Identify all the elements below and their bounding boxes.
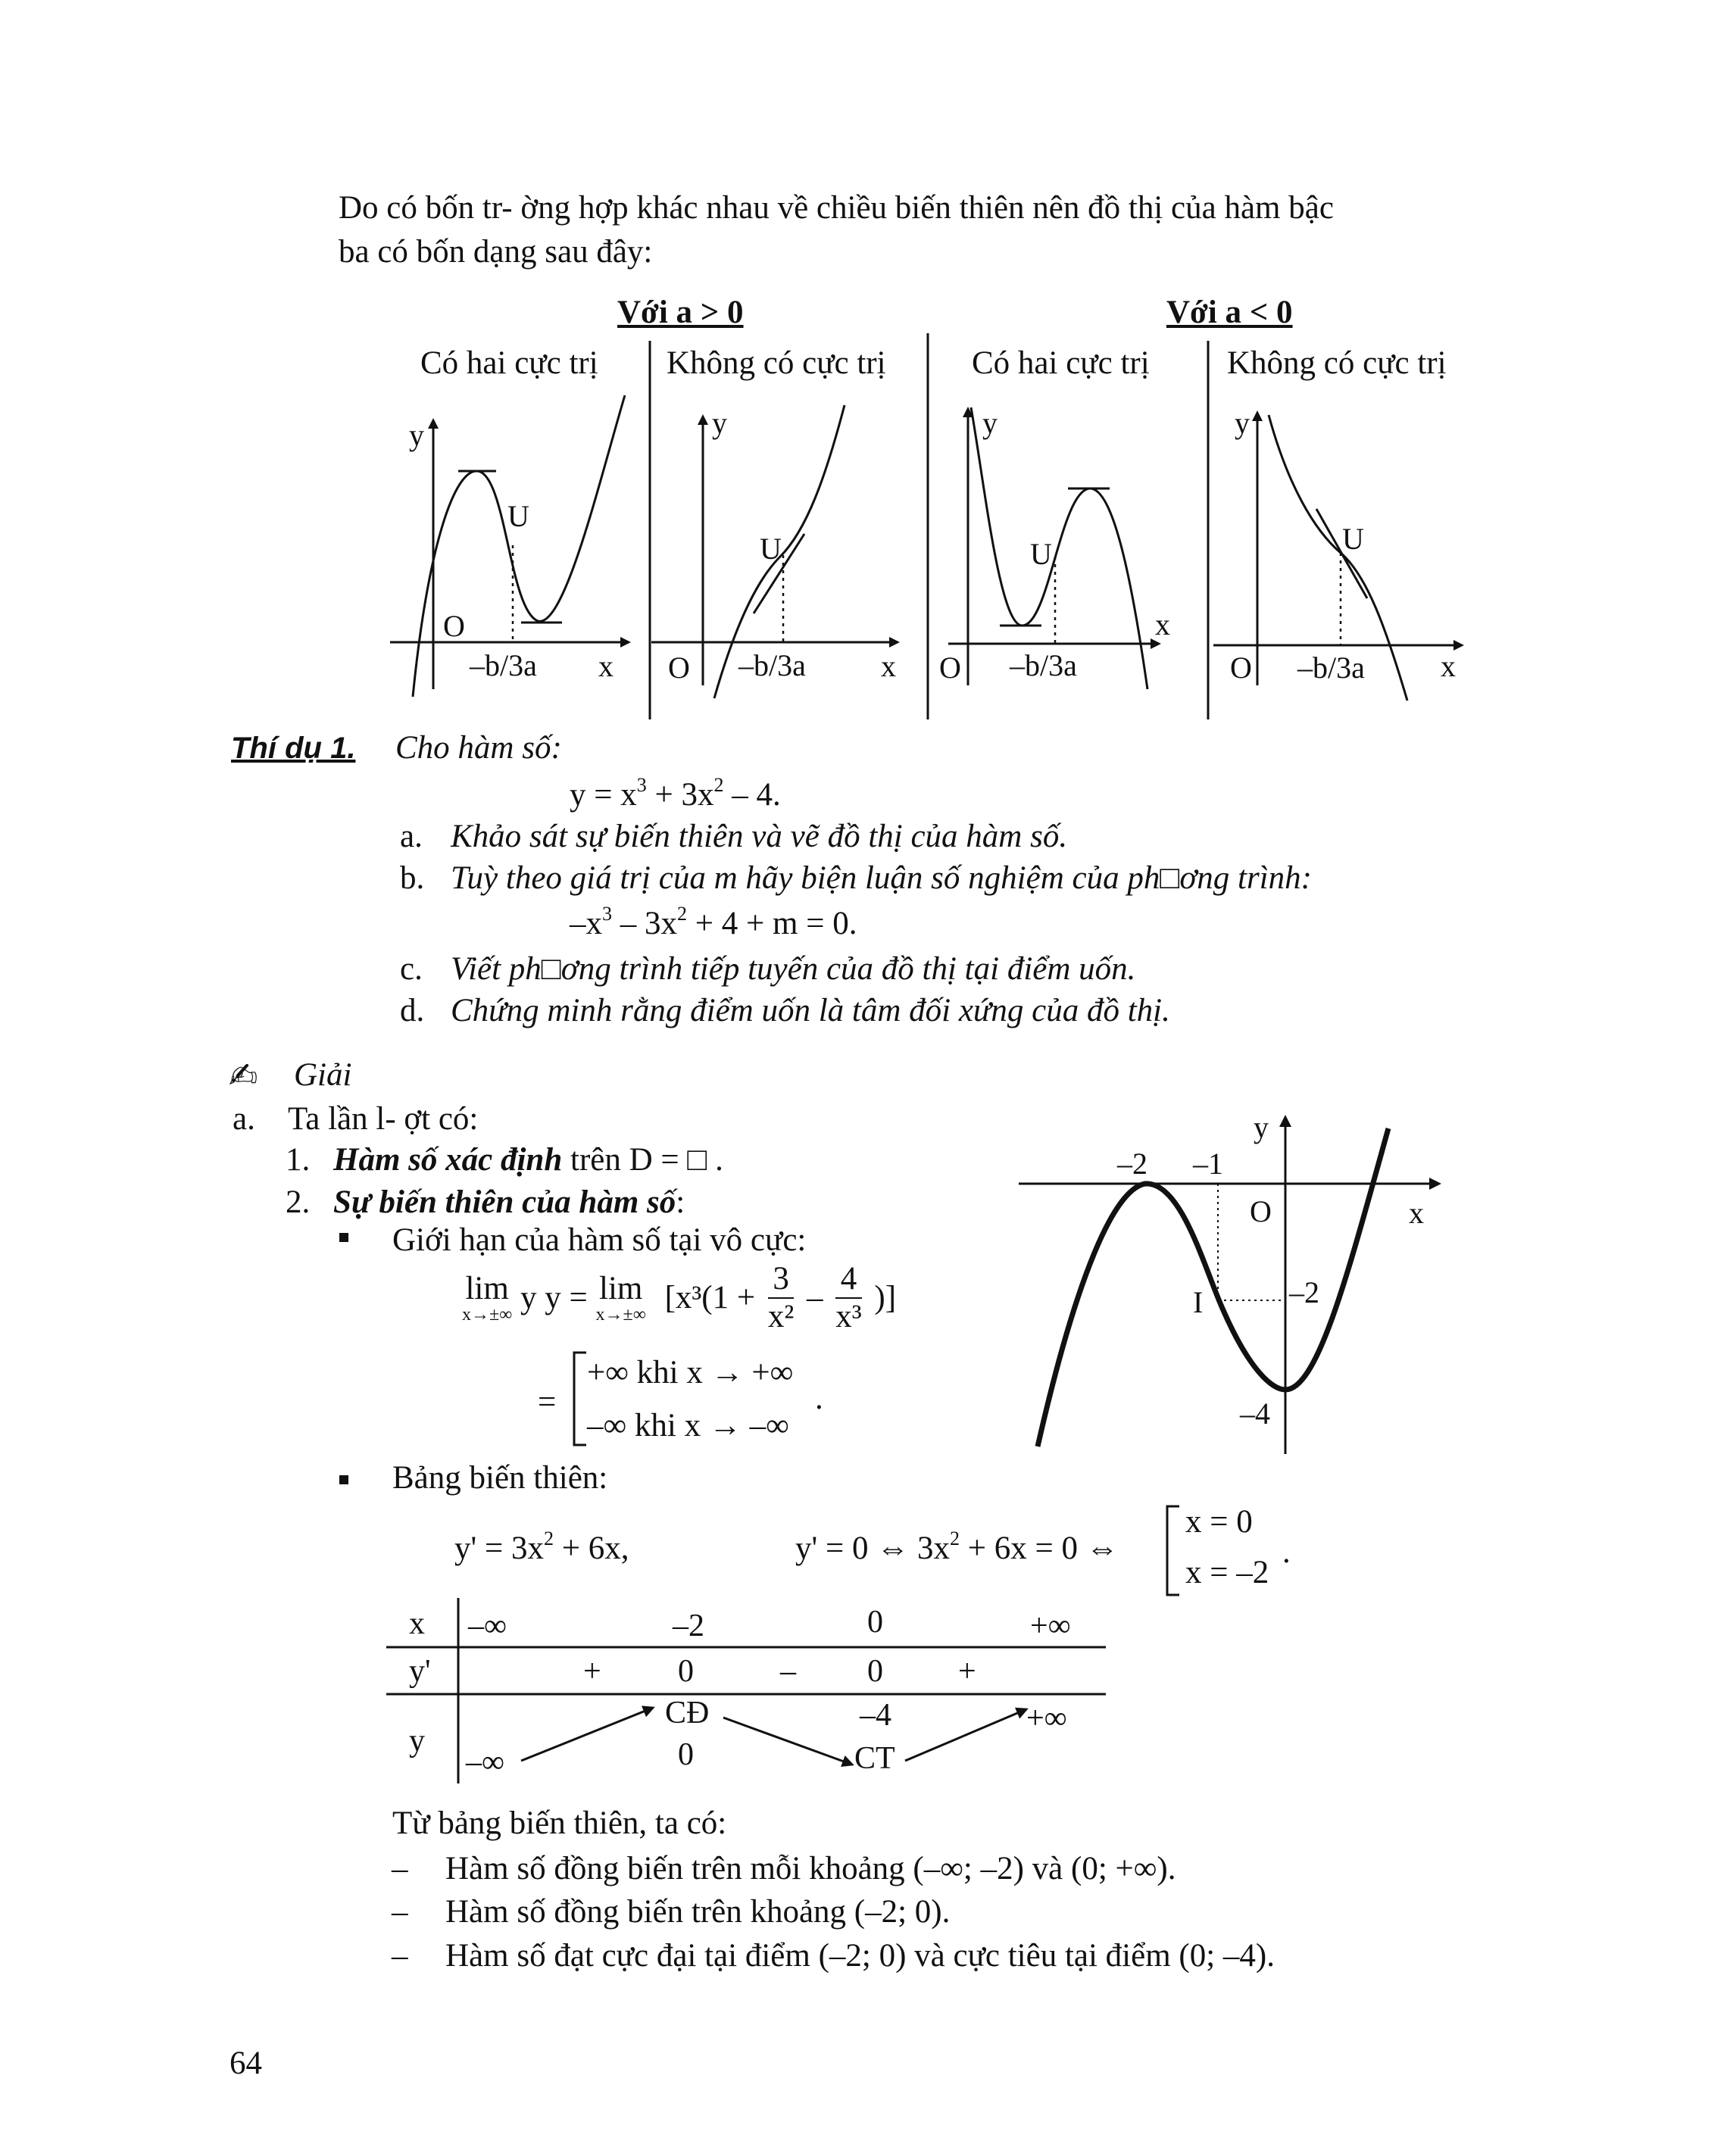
item-b-text: Tuỳ theo giá trị của m hãy biện luận số nghiệm của ph□ơng trình:	[451, 860, 1312, 896]
limit-case-1: +∞ khi x → +∞	[587, 1355, 794, 1390]
step-1-rest: trên D = □ .	[570, 1142, 723, 1178]
solution-x-label: x	[1409, 1196, 1424, 1230]
panel-1-inflection-label: U	[507, 499, 529, 533]
solution-a-letter: a.	[233, 1101, 255, 1137]
item-a-text: Khảo sát sự biến thiên và vẽ đồ thị của hàm số.	[451, 819, 1068, 854]
panel-4-x-label: x	[1441, 649, 1456, 683]
solution-bracket	[1163, 1503, 1185, 1598]
panel-1-tick-label: –b/3a	[470, 648, 537, 682]
table-row-y: y	[409, 1724, 425, 1758]
panel-3-curve	[971, 407, 1147, 689]
step-2-rest: :	[676, 1184, 685, 1220]
panel-3-tick-label: –b/3a	[1010, 648, 1077, 682]
example-label: Thí dụ 1.	[231, 732, 356, 765]
limit-period: .	[815, 1381, 823, 1416]
solution-inflection-label: I	[1193, 1285, 1204, 1319]
panel-4-inflection-label: U	[1342, 522, 1364, 556]
yp-zero-1: 0	[678, 1654, 694, 1689]
solution-tick-neg2: –2	[1117, 1147, 1147, 1181]
panel-2-inflection-label: U	[760, 532, 782, 566]
yp-sign-3: +	[958, 1654, 976, 1689]
panel-3-y-label: y	[982, 406, 998, 440]
bullet-square-2	[339, 1475, 348, 1484]
step-1-bold: Hàm số xác định	[333, 1142, 563, 1178]
y-cd-label: CĐ	[665, 1696, 710, 1730]
solution-tick-y-neg4: –4	[1240, 1396, 1270, 1431]
example-function: $y = x^3 + 3x^2 - 4$.	[570, 774, 781, 813]
bullet-1-text: Giới hạn của hàm số tại vô cực:	[392, 1222, 807, 1258]
pen-icon: ✍	[229, 1055, 258, 1096]
panel-2-y-label: y	[712, 406, 727, 440]
solution-tick-neg1: –1	[1193, 1147, 1223, 1181]
solution-tick-y-neg2: –2	[1289, 1275, 1319, 1309]
arrow-increase-2	[905, 1709, 1026, 1761]
yp-zero-2: 0	[867, 1654, 883, 1689]
panel-1-y-label: y	[409, 418, 424, 452]
dash-2: –	[392, 1894, 408, 1930]
root-1: x = 0	[1185, 1504, 1253, 1540]
x-val-neg2: –2	[673, 1609, 704, 1643]
item-c-text: Viết ph□ơng trình tiếp tuyến của đồ thị tại điểm uốn.	[451, 951, 1136, 987]
table-row-yprime: y'	[409, 1654, 431, 1689]
item-c-letter: c.	[400, 951, 423, 987]
example-intro: Cho hàm số:	[395, 730, 562, 766]
group-heading-a-negative: Với a < 0	[1166, 295, 1293, 330]
step-2-bold: Sự biến thiên của hàm số	[333, 1184, 676, 1220]
conclusion-1: Hàm số đồng biến trên mỗi khoảng (–∞; –2) và (0; +∞).	[445, 1851, 1176, 1886]
panel-1-origin: O	[443, 609, 465, 643]
x-val-0: 0	[867, 1605, 883, 1640]
step-1-number: 1.	[286, 1142, 311, 1178]
item-b-equation: $-x^3 - 3x^2 + 4 + m = 0$.	[570, 903, 857, 941]
y-val-neg-inf: –∞	[466, 1745, 504, 1780]
conclusion-3: Hàm số đạt cực đại tại điểm (–2; 0) và cực tiêu tại điểm (0; –4).	[445, 1938, 1275, 1974]
page-number: 64	[229, 2046, 262, 2081]
derivative: $y' = 3x^2 + 6x$,	[454, 1528, 629, 1566]
lim-operator-1: lim x→±∞	[462, 1271, 513, 1325]
step-2-number: 2.	[286, 1184, 311, 1220]
dash-1: –	[392, 1851, 408, 1886]
panel-2-tick-label: –b/3a	[738, 648, 806, 682]
x-val-pos-inf: +∞	[1030, 1609, 1071, 1643]
panel-4-title: Không có cực trị	[1227, 345, 1447, 381]
solution-y-label: y	[1254, 1110, 1269, 1144]
intro-line-2: ba có bốn dạng sau đây:	[339, 234, 653, 270]
panel-3-inflection-label: U	[1030, 537, 1052, 571]
yp-sign-2: –	[780, 1654, 796, 1689]
dash-3: –	[392, 1938, 408, 1974]
bullet-square	[339, 1233, 348, 1242]
limit-case-2: –∞ khi x → –∞	[587, 1408, 789, 1443]
arrow-increase-1	[521, 1708, 653, 1761]
solution-graph	[1007, 1106, 1454, 1462]
panel-1-x-label: x	[598, 649, 614, 683]
panel-3-origin: O	[939, 651, 961, 685]
panel-2-x-label: x	[881, 649, 896, 683]
item-a-letter: a.	[400, 819, 423, 854]
conclusion-intro: Từ bảng biến thiên, ta có:	[392, 1805, 727, 1841]
solution-label: Giải	[294, 1057, 352, 1093]
panel-1-title: Có hai cực trị	[420, 345, 598, 381]
y-ct-value: –4	[860, 1698, 891, 1733]
item-d-text: Chứng minh rằng điểm uốn là tâm đối xứng của đồ thị.	[451, 993, 1170, 1028]
root-period: .	[1282, 1534, 1291, 1570]
group-heading-a-positive: Với a > 0	[617, 295, 744, 330]
panel-3-title: Có hai cực trị	[972, 345, 1150, 381]
lim-operator-2: lim x→±∞	[595, 1271, 646, 1325]
arrow-decrease	[723, 1718, 852, 1765]
limit-expression: lim x→±∞ y y = lim x→±∞ [x³(1 + $\frac{3}{\text{x²}}$ – $\frac{4}{\text{x³}}$ )]	[462, 1261, 897, 1334]
panel-4-y-label: y	[1235, 406, 1250, 440]
panel-4-origin: O	[1230, 651, 1252, 685]
panel-4-tick-label: –b/3a	[1297, 651, 1365, 685]
root-2: x = –2	[1185, 1555, 1269, 1590]
y-val-pos-inf: +∞	[1026, 1701, 1067, 1736]
item-d-letter: d.	[400, 993, 425, 1028]
table-row-x: x	[409, 1606, 425, 1641]
bullet-2-text: Bảng biến thiên:	[392, 1460, 608, 1496]
solution-origin: O	[1250, 1194, 1272, 1228]
fraction-4-over-x3: $\frac{4}{\text{x³}}$	[835, 1261, 862, 1334]
y-cd-value: 0	[678, 1737, 694, 1772]
yp-sign-1: +	[583, 1654, 601, 1689]
intro-line-1: Do có bốn tr- ờng hợp khác nhau về chiều biến thiên nên đồ thị của hàm bậc	[339, 190, 1334, 226]
solution-a-text: Ta lần l- ợt có:	[288, 1101, 479, 1137]
limit-equals: =	[538, 1384, 557, 1420]
item-b-letter: b.	[400, 860, 425, 896]
variation-table	[379, 1594, 1121, 1791]
panel-2-title: Không có cực trị	[667, 345, 886, 381]
fraction-3-over-x2: $\frac{3}{\text{x²}}$	[767, 1261, 795, 1334]
panel-3-x-label: x	[1155, 607, 1170, 641]
cubic-shapes-figure	[379, 333, 1485, 735]
step-1	[286, 1137, 723, 1183]
y-ct-label: CT	[854, 1741, 895, 1776]
derivative-equation: y' = 0 ⇔ $3x^2 + 6x = 0$ ⇔	[795, 1528, 1119, 1566]
x-val-neg-inf: –∞	[468, 1609, 507, 1643]
conclusion-2: Hàm số đồng biến trên khoảng (–2; 0).	[445, 1894, 951, 1930]
panel-2-origin: O	[668, 651, 690, 685]
